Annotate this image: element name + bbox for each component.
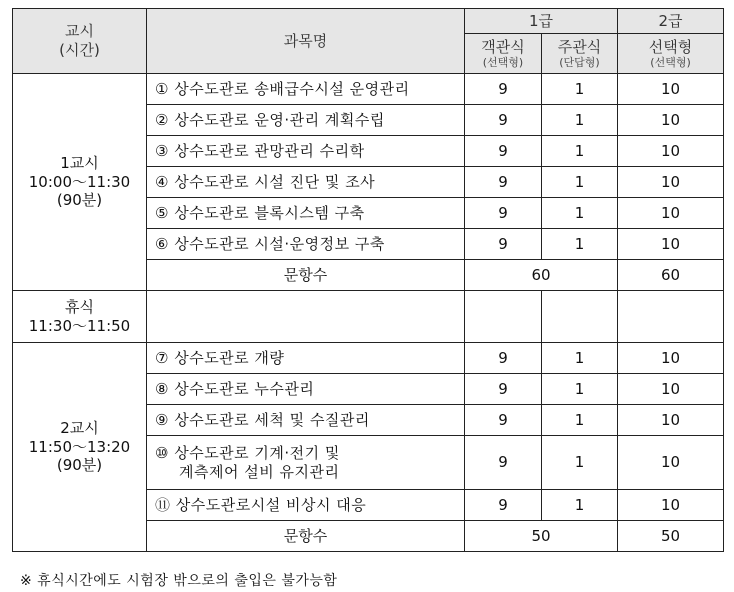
subjective-count: 1	[542, 105, 618, 136]
objective-header	[465, 34, 542, 74]
total-label: 문항수	[147, 260, 465, 291]
grade2-count: 10	[618, 374, 724, 405]
objective-count: 9	[465, 136, 542, 167]
exam-schedule-table	[12, 8, 724, 552]
table-row	[13, 343, 724, 374]
objective-count: 9	[465, 490, 542, 521]
total-grade1: 50	[465, 521, 618, 552]
grade2-header: 2급	[618, 9, 724, 34]
subject-name: ③ 상수도관로 관망관리 수리학	[147, 136, 465, 167]
session1-cell	[13, 74, 147, 291]
break-time: 11:30～11:50	[28, 316, 131, 335]
session1-duration: (90분)	[56, 191, 103, 210]
break-name: 휴식	[65, 297, 94, 316]
subject-name: ⑪ 상수도관로시설 비상시 대응	[147, 490, 465, 521]
grade2-count: 10	[618, 198, 724, 229]
session1-time: 10:00～11:30	[28, 172, 131, 191]
grade2-count: 10	[618, 343, 724, 374]
subject-name: ⑥ 상수도관로 시설·운영정보 구축	[147, 229, 465, 260]
subject-name: ⑤ 상수도관로 블록시스템 구축	[147, 198, 465, 229]
subjective-count: 1	[542, 74, 618, 105]
subject-name: ⑨ 상수도관로 세척 및 수질관리	[147, 405, 465, 436]
header-row-1	[13, 9, 724, 34]
subjective-label: 주관식	[557, 37, 602, 56]
objective-count: 9	[465, 405, 542, 436]
session2-name: 2교시	[60, 418, 99, 437]
objective-count: 9	[465, 198, 542, 229]
subjective-count: 1	[542, 229, 618, 260]
objective-count: 9	[465, 436, 542, 490]
subject-header: 과목명	[147, 9, 465, 74]
session1-name: 1교시	[60, 153, 99, 172]
subject-name	[147, 436, 465, 490]
subjective-count: 1	[542, 167, 618, 198]
empty-cell	[147, 291, 465, 343]
grade2-count: 10	[618, 167, 724, 198]
subject-name: ④ 상수도관로 시설 진단 및 조사	[147, 167, 465, 198]
subjective-count: 1	[542, 198, 618, 229]
subject-name: ② 상수도관로 운영·관리 계획수립	[147, 105, 465, 136]
grade2-count: 10	[618, 74, 724, 105]
total-grade1: 60	[465, 260, 618, 291]
empty-cell	[465, 291, 542, 343]
objective-label: 객관식	[481, 37, 525, 56]
subjective-sub-label: (단답형)	[559, 56, 600, 70]
grade2-count: 10	[618, 105, 724, 136]
subjective-count: 1	[542, 405, 618, 436]
session2-duration: (90분)	[56, 456, 103, 475]
objective-count: 9	[465, 74, 542, 105]
subject-name-line2: 계측제어 설비 유지관리	[179, 462, 340, 481]
total-grade2: 50	[618, 521, 724, 552]
period-sub-label: (시간)	[59, 41, 100, 59]
subjective-count: 1	[542, 136, 618, 167]
subjective-count: 1	[542, 343, 618, 374]
period-label: 교시	[65, 22, 94, 41]
subject-name: ⑧ 상수도관로 누수관리	[147, 374, 465, 405]
objective-count: 9	[465, 229, 542, 260]
empty-cell	[542, 291, 618, 343]
grade2-count: 10	[618, 490, 724, 521]
choice-sub-label: (선택형)	[650, 56, 691, 70]
grade2-count: 10	[618, 136, 724, 167]
table-row	[13, 74, 724, 105]
subject-name-line1: ⑩ 상수도관로 기계·전기 및	[155, 443, 340, 462]
grade2-count: 10	[618, 405, 724, 436]
subject-name: ① 상수도관로 송배급수시설 운영관리	[147, 74, 465, 105]
subject-name: ⑦ 상수도관로 개량	[147, 343, 465, 374]
empty-cell	[618, 291, 724, 343]
subjective-count: 1	[542, 374, 618, 405]
subjective-count: 1	[542, 436, 618, 490]
objective-count: 9	[465, 343, 542, 374]
footnote: ※ 휴식시간에도 시험장 밖으로의 출입은 불가능함	[20, 573, 338, 589]
subjective-header	[542, 34, 618, 74]
choice-header	[618, 34, 724, 74]
objective-sub-label: (선택형)	[482, 56, 524, 70]
grade2-count: 10	[618, 229, 724, 260]
break-row	[13, 291, 724, 343]
break-cell	[13, 291, 147, 343]
objective-count: 9	[465, 167, 542, 198]
session2-cell	[13, 343, 147, 552]
subjective-count: 1	[542, 490, 618, 521]
total-label: 문항수	[147, 521, 465, 552]
total-grade2: 60	[618, 260, 724, 291]
grade1-header: 1급	[465, 9, 618, 34]
objective-count: 9	[465, 374, 542, 405]
grade2-count: 10	[618, 436, 724, 490]
choice-label: 선택형	[648, 37, 693, 56]
session2-time: 11:50～13:20	[28, 437, 131, 456]
objective-count: 9	[465, 105, 542, 136]
period-header	[13, 9, 147, 74]
